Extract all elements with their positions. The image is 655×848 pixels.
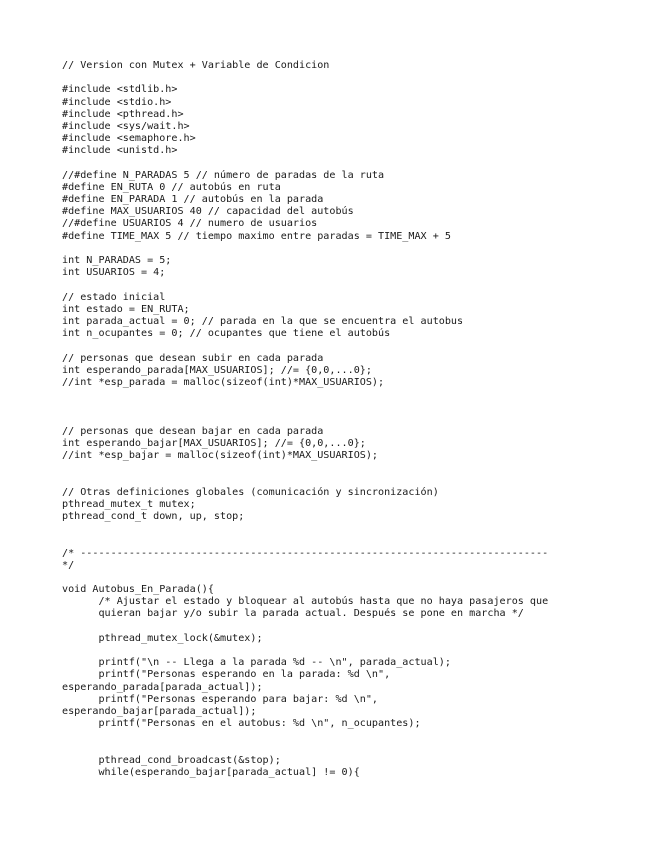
code-line: /* Ajustar el estado y bloquear al autobús hasta que no haya pasajeros que <box>62 596 549 608</box>
blank-line <box>62 730 647 742</box>
code-line: #include <stdio.h> <box>62 96 172 108</box>
code-line: #include <unistd.h> <box>62 145 178 157</box>
blank-line <box>62 413 647 425</box>
code-line: #include <semaphore.h> <box>62 133 196 145</box>
code-line: //int *esp_parada = malloc(sizeof(int)*MAX_USUARIOS); <box>62 376 385 388</box>
blank-line <box>62 389 647 401</box>
blank-line <box>62 279 647 291</box>
code-line: #include <pthread.h> <box>62 108 184 120</box>
code-line: int n_ocupantes = 0; // ocupantes que tiene el autobús <box>62 328 391 340</box>
blank-line <box>62 572 647 584</box>
code-line: int N_PARADAS = 5; <box>62 255 172 266</box>
code-line: pthread_mutex_t mutex; <box>62 498 196 510</box>
code-line: // personas que desean subir en cada parada <box>62 352 324 364</box>
code-line: #define EN_RUTA 0 // autobús en ruta <box>62 181 281 193</box>
code-line: //#define N_PARADAS 5 // número de paradas de la ruta <box>62 169 385 181</box>
blank-line <box>62 243 647 255</box>
code-line: int USUARIOS = 4; <box>62 267 166 279</box>
code-line: printf("Personas en el autobus: %d \n", n_ocupantes); <box>62 718 421 730</box>
code-line: #define EN_PARADA 1 // autobús en la parada <box>62 194 324 206</box>
code-line: pthread_cond_broadcast(&stop); <box>62 754 281 766</box>
code-line: while(esperando_bajar[parada_actual] != 0){ <box>62 766 360 778</box>
blank-line <box>62 72 647 84</box>
blank-line <box>62 645 647 657</box>
blank-line <box>62 158 647 170</box>
code-line: #include <stdlib.h> <box>62 84 178 96</box>
code-line: printf("Personas esperando para bajar: %d \n", <box>62 693 379 705</box>
code-line: printf("\n -- Llega a la parada %d -- \n", parada_actual); <box>62 657 451 669</box>
code-line: pthread_cond_t down, up, stop; <box>62 510 245 522</box>
blank-line <box>62 462 647 474</box>
code-line: //int *esp_bajar = malloc(sizeof(int)*MAX_USUARIOS); <box>62 450 379 461</box>
code-line: int esperando_parada[MAX_USUARIOS]; //= {0,0,...0}; <box>62 364 372 376</box>
code-line: int parada_actual = 0; // parada en la que se encuentra el autobus <box>62 315 464 327</box>
blank-line <box>62 523 647 535</box>
code-line: #define TIME_MAX 5 // tiempo maximo entre paradas = TIME_MAX + 5 <box>62 230 451 242</box>
code-line: printf("Personas esperando en la parada: %d \n", <box>62 669 391 681</box>
code-line: quieran bajar y/o subir la parada actual. Después se pone en marcha */ <box>62 608 524 620</box>
code-line: pthread_mutex_lock(&mutex); <box>62 632 263 644</box>
blank-line <box>62 340 647 352</box>
code-line: //#define USUARIOS 4 // numero de usuarios <box>62 218 318 230</box>
code-line: // Otras definiciones globales (comunicación y sincronización) <box>62 486 439 498</box>
blank-line <box>62 621 647 633</box>
blank-line <box>62 743 647 755</box>
blank-line <box>62 535 647 547</box>
code-line: int estado = EN_RUTA; <box>62 303 190 315</box>
code-line: // Version con Mutex + Variable de Condicion <box>62 60 330 71</box>
code-line: esperando_parada[parada_actual]); <box>62 681 263 693</box>
code-line: #define MAX_USUARIOS 40 // capacidad del autobús <box>62 206 354 218</box>
code-line: int esperando_bajar[MAX_USUARIOS]; //= {0,0,...0}; <box>62 437 366 449</box>
code-line: #include <sys/wait.h> <box>62 120 190 132</box>
code-line: // estado inicial <box>62 291 166 303</box>
code-line: // personas que desean bajar en cada parada <box>62 425 324 437</box>
code-line: */ <box>62 559 75 571</box>
blank-line <box>62 401 647 413</box>
code-line: /* ----------------------------------------------------------------------------- <box>62 547 549 559</box>
code-line: esperando_bajar[parada_actual]); <box>62 705 257 717</box>
code-listing <box>62 60 647 779</box>
blank-line <box>62 474 647 486</box>
code-line: void Autobus_En_Parada(){ <box>62 584 214 596</box>
